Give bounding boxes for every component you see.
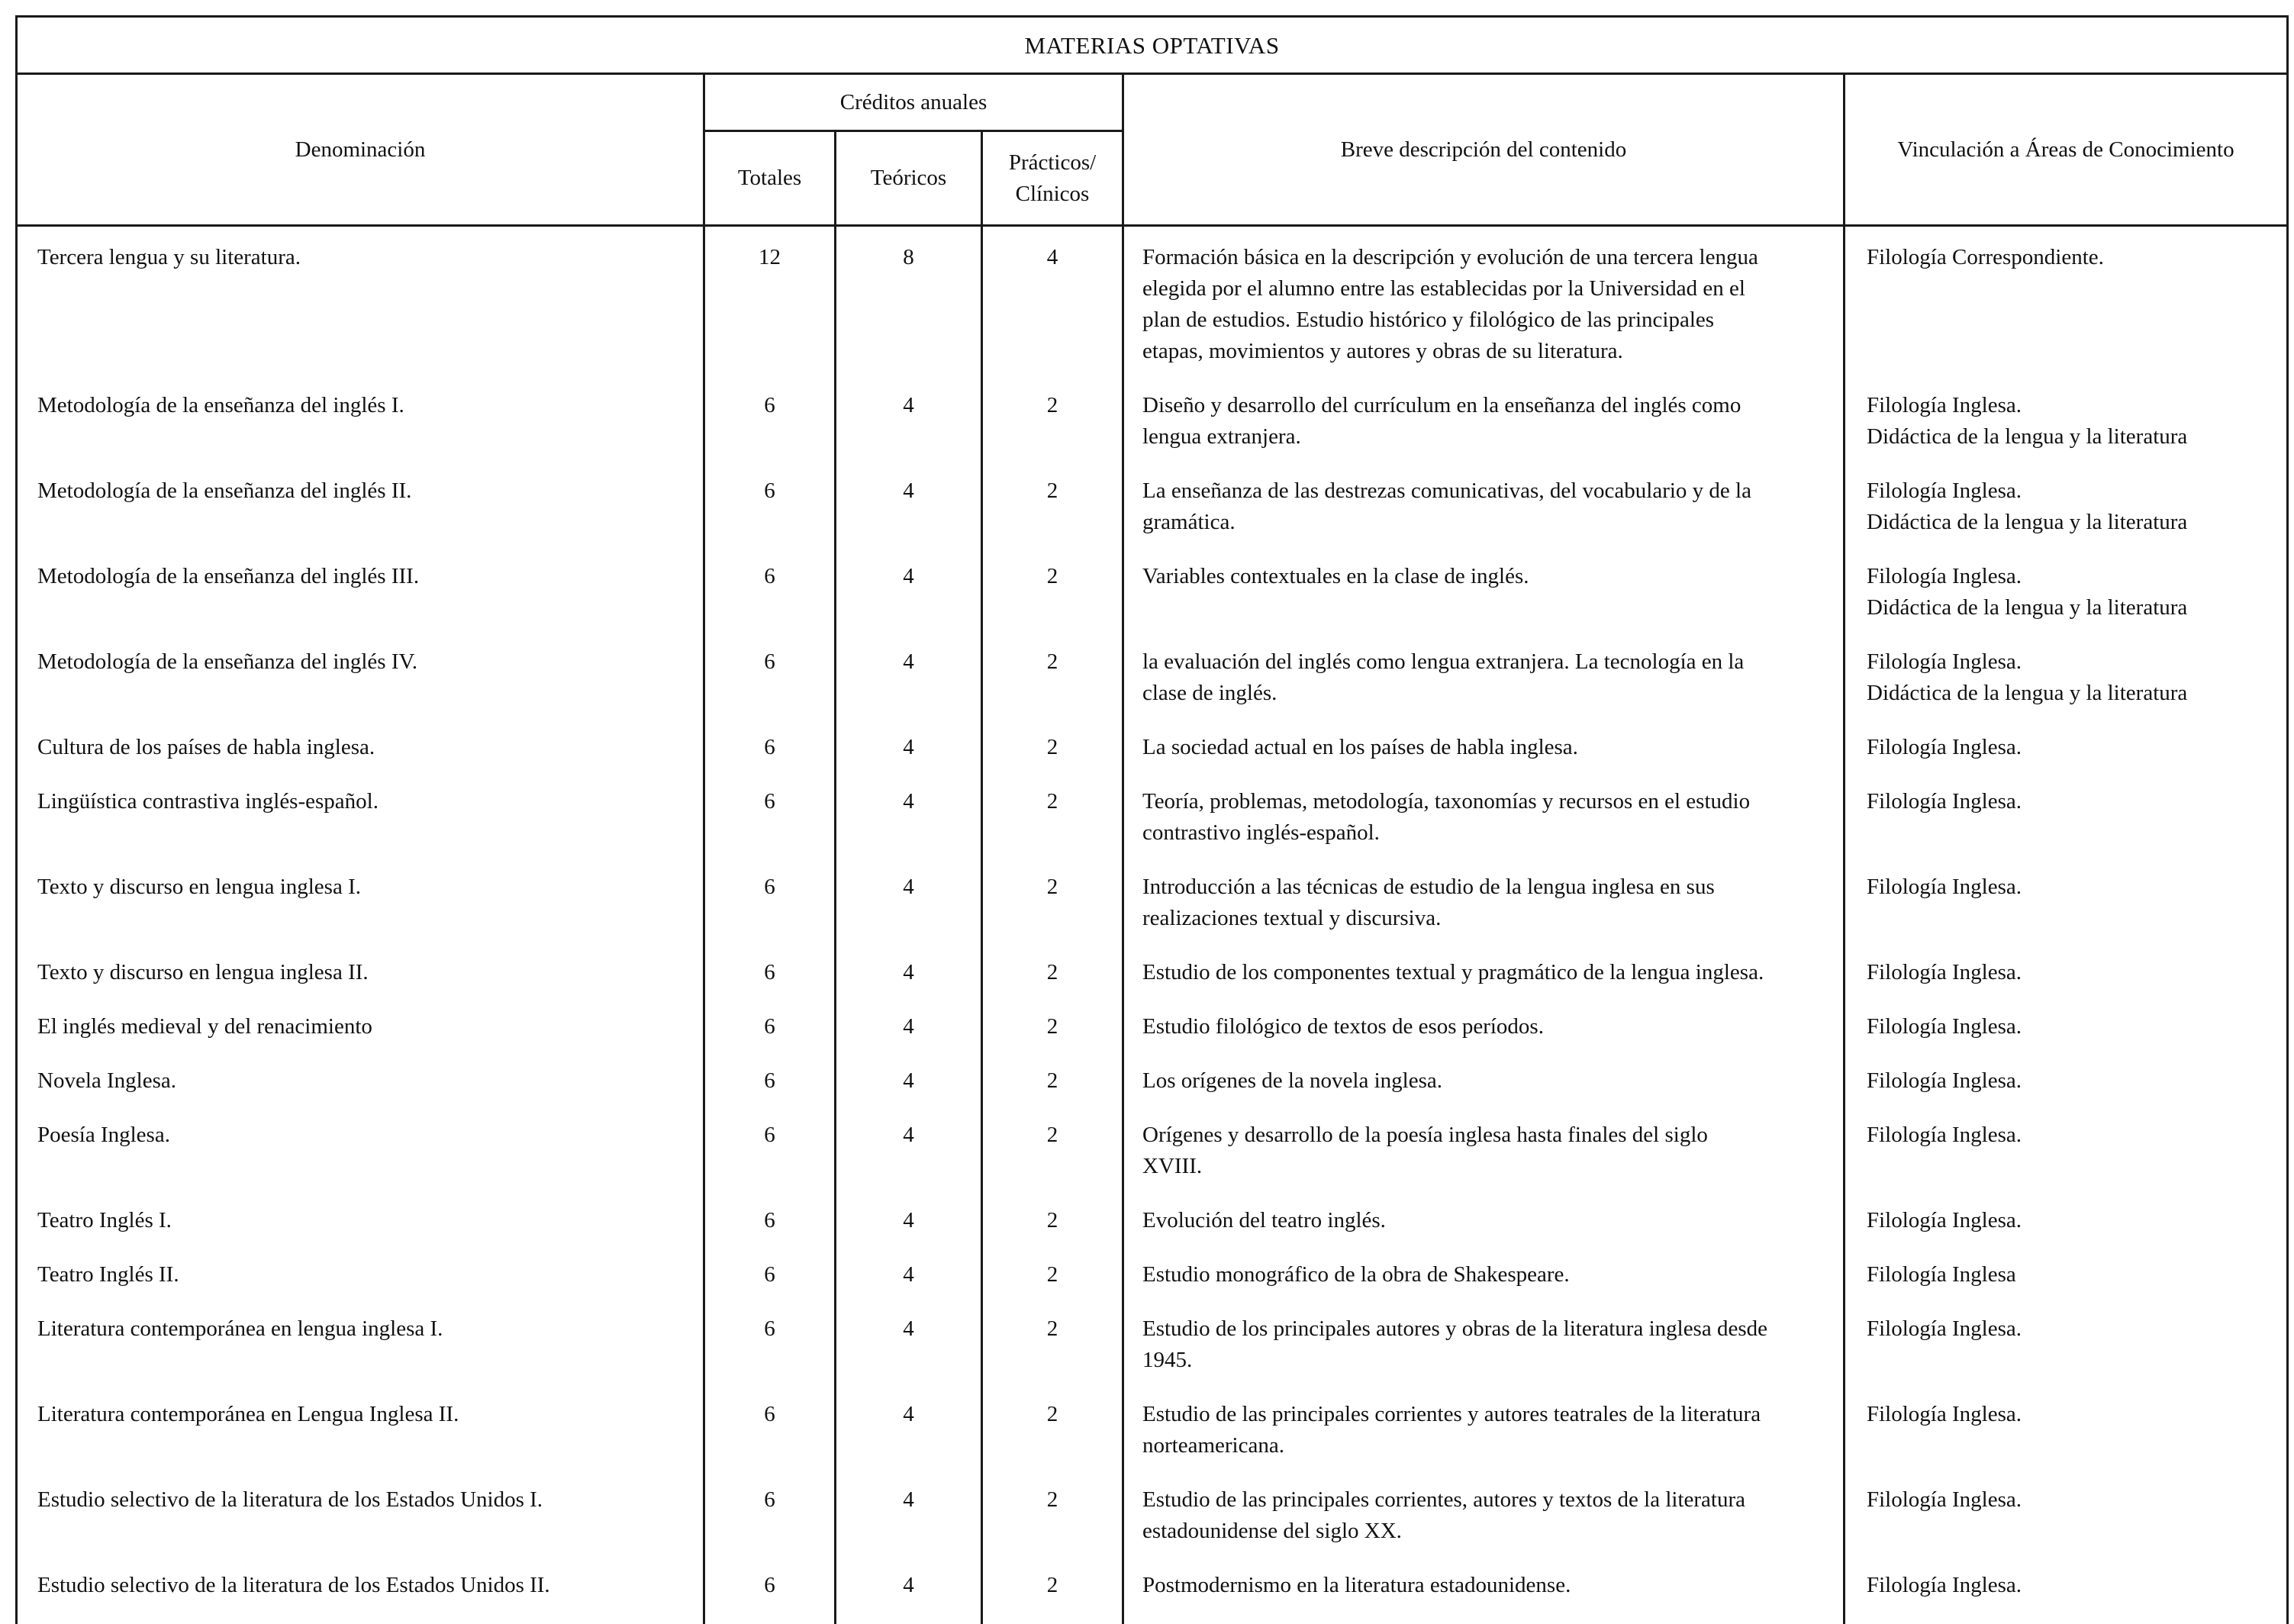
table-row bbox=[17, 1205, 2288, 1259]
table-row bbox=[17, 646, 2288, 732]
cell-teoricos: 4 bbox=[836, 957, 982, 1011]
cell-descripcion bbox=[1123, 1011, 1845, 1065]
cell-teoricos: 4 bbox=[836, 1313, 982, 1399]
cell-practicos: 2 bbox=[982, 1259, 1123, 1313]
cell-vinculacion bbox=[1845, 1399, 2288, 1484]
table-row bbox=[17, 1399, 2288, 1484]
header-creditos-anuales: Créditos anuales bbox=[704, 74, 1123, 131]
header-denominacion: Denominación bbox=[17, 74, 704, 226]
descripcion-line: realizaciones textual y discursiva. bbox=[1142, 903, 1825, 934]
cell-descripcion bbox=[1123, 957, 1845, 1011]
cell-teoricos: 4 bbox=[836, 475, 982, 561]
cell-teoricos: 4 bbox=[836, 732, 982, 786]
header-practicos bbox=[982, 131, 1123, 226]
cell-denominacion: Cultura de los países de habla inglesa. bbox=[17, 732, 704, 786]
cell-totales: 6 bbox=[704, 475, 836, 561]
descripcion-line: etapas, movimientos y autores y obras de su literatura. bbox=[1142, 336, 1825, 367]
cell-denominacion: Metodología de la enseñanza del inglés III. bbox=[17, 561, 704, 646]
cell-practicos: 2 bbox=[982, 1570, 1123, 1624]
table-row bbox=[17, 1120, 2288, 1205]
cell-practicos: 2 bbox=[982, 561, 1123, 646]
cell-practicos: 2 bbox=[982, 1120, 1123, 1205]
cell-vinculacion bbox=[1845, 1484, 2288, 1570]
cell-totales: 6 bbox=[704, 1011, 836, 1065]
cell-denominacion: Texto y discurso en lengua inglesa I. bbox=[17, 872, 704, 957]
cell-denominacion: Literatura contemporánea en Lengua Inglesa II. bbox=[17, 1399, 704, 1484]
descripcion-line: 1945. bbox=[1142, 1345, 1825, 1376]
descripcion-line: XVIII. bbox=[1142, 1151, 1825, 1182]
cell-practicos: 2 bbox=[982, 1011, 1123, 1065]
table-row bbox=[17, 1484, 2288, 1570]
cell-totales: 6 bbox=[704, 561, 836, 646]
cell-practicos: 2 bbox=[982, 1313, 1123, 1399]
cell-teoricos: 4 bbox=[836, 786, 982, 872]
cell-totales: 6 bbox=[704, 1399, 836, 1484]
table-title: MATERIAS OPTATIVAS bbox=[17, 17, 2288, 74]
cell-vinculacion bbox=[1845, 786, 2288, 872]
header-vinculacion: Vinculación a Áreas de Conocimiento bbox=[1845, 74, 2288, 226]
header-practicos-line2: Clínicos bbox=[983, 179, 1122, 210]
area-line: Filología Inglesa. bbox=[1867, 475, 2280, 507]
cell-vinculacion bbox=[1845, 732, 2288, 786]
cell-vinculacion bbox=[1845, 1120, 2288, 1205]
cell-vinculacion bbox=[1845, 1313, 2288, 1399]
descripcion-line: estadounidense del siglo XX. bbox=[1142, 1516, 1825, 1547]
cell-teoricos: 4 bbox=[836, 1120, 982, 1205]
table-row bbox=[17, 1570, 2288, 1624]
cell-practicos: 2 bbox=[982, 732, 1123, 786]
cell-denominacion: Teatro Inglés I. bbox=[17, 1205, 704, 1259]
descripcion-line: Estudio filológico de textos de esos períodos. bbox=[1142, 1011, 1825, 1042]
cell-descripcion bbox=[1123, 390, 1845, 475]
cell-denominacion: Texto y discurso en lengua inglesa II. bbox=[17, 957, 704, 1011]
descripcion-line: Estudio de las principales corrientes y autores teatrales de la literatura bbox=[1142, 1399, 1825, 1430]
area-line: Filología Inglesa. bbox=[1867, 561, 2280, 592]
area-line: Filología Inglesa. bbox=[1867, 1011, 2280, 1042]
cell-vinculacion bbox=[1845, 1205, 2288, 1259]
cell-teoricos: 4 bbox=[836, 1011, 982, 1065]
cell-descripcion bbox=[1123, 475, 1845, 561]
cell-teoricos: 4 bbox=[836, 1399, 982, 1484]
cell-practicos: 2 bbox=[982, 872, 1123, 957]
cell-descripcion bbox=[1123, 1205, 1845, 1259]
descripcion-line: clase de inglés. bbox=[1142, 678, 1825, 709]
area-line: Filología Inglesa. bbox=[1867, 1205, 2280, 1236]
area-line: Filología Inglesa. bbox=[1867, 786, 2280, 817]
cell-descripcion bbox=[1123, 872, 1845, 957]
table-row bbox=[17, 1011, 2288, 1065]
cell-totales: 6 bbox=[704, 957, 836, 1011]
cell-teoricos: 4 bbox=[836, 1259, 982, 1313]
area-line: Filología Inglesa. bbox=[1867, 1484, 2280, 1516]
area-line: Filología Inglesa. bbox=[1867, 732, 2280, 763]
area-line: Filología Inglesa. bbox=[1867, 1120, 2280, 1151]
cell-teoricos: 4 bbox=[836, 1205, 982, 1259]
cell-denominacion: Novela Inglesa. bbox=[17, 1065, 704, 1120]
area-line: Didáctica de la lengua y la literatura bbox=[1867, 592, 2280, 624]
table-row bbox=[17, 226, 2288, 391]
area-line: Filología Inglesa. bbox=[1867, 957, 2280, 988]
cell-denominacion: Teatro Inglés II. bbox=[17, 1259, 704, 1313]
table-row bbox=[17, 732, 2288, 786]
cell-descripcion bbox=[1123, 786, 1845, 872]
descripcion-line: Estudio de los principales autores y obras de la literatura inglesa desde bbox=[1142, 1313, 1825, 1345]
cell-denominacion: El inglés medieval y del renacimiento bbox=[17, 1011, 704, 1065]
cell-practicos: 2 bbox=[982, 1399, 1123, 1484]
cell-practicos: 2 bbox=[982, 475, 1123, 561]
table-row bbox=[17, 561, 2288, 646]
table-row bbox=[17, 1313, 2288, 1399]
descripcion-line: Diseño y desarrollo del currículum en la enseñanza del inglés como bbox=[1142, 390, 1825, 421]
header-practicos-line1: Prácticos/ bbox=[983, 147, 1122, 179]
cell-practicos: 2 bbox=[982, 786, 1123, 872]
cell-descripcion bbox=[1123, 226, 1845, 391]
cell-practicos: 2 bbox=[982, 1205, 1123, 1259]
cell-descripcion bbox=[1123, 1484, 1845, 1570]
cell-vinculacion bbox=[1845, 1259, 2288, 1313]
cell-practicos: 2 bbox=[982, 1484, 1123, 1570]
descripcion-line: Formación básica en la descripción y evolución de una tercera lengua bbox=[1142, 242, 1825, 273]
cell-teoricos: 4 bbox=[836, 646, 982, 732]
document-page bbox=[15, 15, 2286, 1590]
cell-teoricos: 4 bbox=[836, 1484, 982, 1570]
cell-descripcion bbox=[1123, 1065, 1845, 1120]
cell-practicos: 2 bbox=[982, 646, 1123, 732]
descripcion-line: lengua extranjera. bbox=[1142, 421, 1825, 453]
cell-descripcion bbox=[1123, 646, 1845, 732]
table-row bbox=[17, 390, 2288, 475]
cell-teoricos: 4 bbox=[836, 1570, 982, 1624]
cell-vinculacion bbox=[1845, 226, 2288, 391]
cell-totales: 6 bbox=[704, 1120, 836, 1205]
table-row bbox=[17, 475, 2288, 561]
descripcion-line: Teoría, problemas, metodología, taxonomías y recursos en el estudio bbox=[1142, 786, 1825, 817]
header-descripcion: Breve descripción del contenido bbox=[1123, 74, 1845, 226]
cell-vinculacion bbox=[1845, 1570, 2288, 1624]
header-totales: Totales bbox=[704, 131, 836, 226]
cell-denominacion: Literatura contemporánea en lengua inglesa I. bbox=[17, 1313, 704, 1399]
area-line: Didáctica de la lengua y la literatura bbox=[1867, 678, 2280, 709]
table-body bbox=[17, 226, 2288, 1624]
cell-vinculacion bbox=[1845, 872, 2288, 957]
descripcion-line: La sociedad actual en los países de habla inglesa. bbox=[1142, 732, 1825, 763]
descripcion-line: Estudio monográfico de la obra de Shakespeare. bbox=[1142, 1259, 1825, 1290]
cell-descripcion bbox=[1123, 1313, 1845, 1399]
cell-totales: 6 bbox=[704, 646, 836, 732]
table-row bbox=[17, 1065, 2288, 1120]
cell-teoricos: 8 bbox=[836, 226, 982, 391]
cell-denominacion: Metodología de la enseñanza del inglés I. bbox=[17, 390, 704, 475]
cell-vinculacion bbox=[1845, 1011, 2288, 1065]
cell-teoricos: 4 bbox=[836, 872, 982, 957]
descripcion-line: Variables contextuales en la clase de inglés. bbox=[1142, 561, 1825, 592]
descripcion-line: Estudio de los componentes textual y pragmático de la lengua inglesa. bbox=[1142, 957, 1825, 988]
cell-practicos: 2 bbox=[982, 390, 1123, 475]
cell-teoricos: 4 bbox=[836, 561, 982, 646]
cell-descripcion bbox=[1123, 732, 1845, 786]
descripcion-line: gramática. bbox=[1142, 507, 1825, 538]
cell-vinculacion bbox=[1845, 1065, 2288, 1120]
table-header bbox=[17, 17, 2288, 226]
table-row bbox=[17, 786, 2288, 872]
area-line: Filología Inglesa. bbox=[1867, 1313, 2280, 1345]
table-row bbox=[17, 872, 2288, 957]
cell-descripcion bbox=[1123, 1570, 1845, 1624]
cell-denominacion: Tercera lengua y su literatura. bbox=[17, 226, 704, 391]
cell-denominacion: Estudio selectivo de la literatura de los Estados Unidos I. bbox=[17, 1484, 704, 1570]
cell-vinculacion bbox=[1845, 390, 2288, 475]
cell-denominacion: Lingüística contrastiva inglés-español. bbox=[17, 786, 704, 872]
cell-denominacion: Metodología de la enseñanza del inglés II. bbox=[17, 475, 704, 561]
cell-totales: 6 bbox=[704, 1313, 836, 1399]
cell-totales: 6 bbox=[704, 1065, 836, 1120]
area-line: Filología Inglesa. bbox=[1867, 646, 2280, 678]
descripcion-line: Los orígenes de la novela inglesa. bbox=[1142, 1065, 1825, 1097]
table-row bbox=[17, 957, 2288, 1011]
cell-totales: 6 bbox=[704, 1570, 836, 1624]
area-line: Didáctica de la lengua y la literatura bbox=[1867, 507, 2280, 538]
cell-practicos: 2 bbox=[982, 957, 1123, 1011]
cell-practicos: 2 bbox=[982, 1065, 1123, 1120]
cell-descripcion bbox=[1123, 1259, 1845, 1313]
cell-totales: 6 bbox=[704, 390, 836, 475]
descripcion-line: Estudio de las principales corrientes, autores y textos de la literatura bbox=[1142, 1484, 1825, 1516]
descripcion-line: elegida por el alumno entre las establecidas por la Universidad en el bbox=[1142, 273, 1825, 304]
cell-totales: 6 bbox=[704, 872, 836, 957]
materias-optativas-table bbox=[15, 15, 2289, 1624]
cell-practicos: 4 bbox=[982, 226, 1123, 391]
cell-denominacion: Estudio selectivo de la literatura de los Estados Unidos II. bbox=[17, 1570, 704, 1624]
descripcion-line: la evaluación del inglés como lengua extranjera. La tecnología en la bbox=[1142, 646, 1825, 678]
descripcion-line: norteamericana. bbox=[1142, 1430, 1825, 1461]
cell-totales: 6 bbox=[704, 1484, 836, 1570]
area-line: Filología Inglesa. bbox=[1867, 1399, 2280, 1430]
descripcion-line: Postmodernismo en la literatura estadounidense. bbox=[1142, 1570, 1825, 1601]
area-line: Filología Inglesa. bbox=[1867, 390, 2280, 421]
descripcion-line: Orígenes y desarrollo de la poesía inglesa hasta finales del siglo bbox=[1142, 1120, 1825, 1151]
cell-vinculacion bbox=[1845, 646, 2288, 732]
descripcion-line: Evolución del teatro inglés. bbox=[1142, 1205, 1825, 1236]
header-teoricos: Teóricos bbox=[836, 131, 982, 226]
cell-vinculacion bbox=[1845, 475, 2288, 561]
cell-teoricos: 4 bbox=[836, 1065, 982, 1120]
area-line: Filología Inglesa bbox=[1867, 1259, 2280, 1290]
table-row bbox=[17, 1259, 2288, 1313]
cell-descripcion bbox=[1123, 1120, 1845, 1205]
cell-totales: 12 bbox=[704, 226, 836, 391]
cell-totales: 6 bbox=[704, 786, 836, 872]
descripcion-line: plan de estudios. Estudio histórico y filológico de las principales bbox=[1142, 304, 1825, 336]
cell-totales: 6 bbox=[704, 1205, 836, 1259]
descripcion-line: contrastivo inglés-español. bbox=[1142, 817, 1825, 849]
descripcion-line: La enseñanza de las destrezas comunicativas, del vocabulario y de la bbox=[1142, 475, 1825, 507]
area-line: Filología Inglesa. bbox=[1867, 1065, 2280, 1097]
area-line: Filología Inglesa. bbox=[1867, 872, 2280, 903]
cell-totales: 6 bbox=[704, 732, 836, 786]
cell-denominacion: Metodología de la enseñanza del inglés IV. bbox=[17, 646, 704, 732]
cell-descripcion bbox=[1123, 561, 1845, 646]
cell-vinculacion bbox=[1845, 561, 2288, 646]
area-line: Filología Correspondiente. bbox=[1867, 242, 2280, 273]
cell-totales: 6 bbox=[704, 1259, 836, 1313]
cell-vinculacion bbox=[1845, 957, 2288, 1011]
descripcion-line: Introducción a las técnicas de estudio de la lengua inglesa en sus bbox=[1142, 872, 1825, 903]
cell-descripcion bbox=[1123, 1399, 1845, 1484]
cell-denominacion: Poesía Inglesa. bbox=[17, 1120, 704, 1205]
area-line: Didáctica de la lengua y la literatura bbox=[1867, 421, 2280, 453]
cell-teoricos: 4 bbox=[836, 390, 982, 475]
area-line: Filología Inglesa. bbox=[1867, 1570, 2280, 1601]
